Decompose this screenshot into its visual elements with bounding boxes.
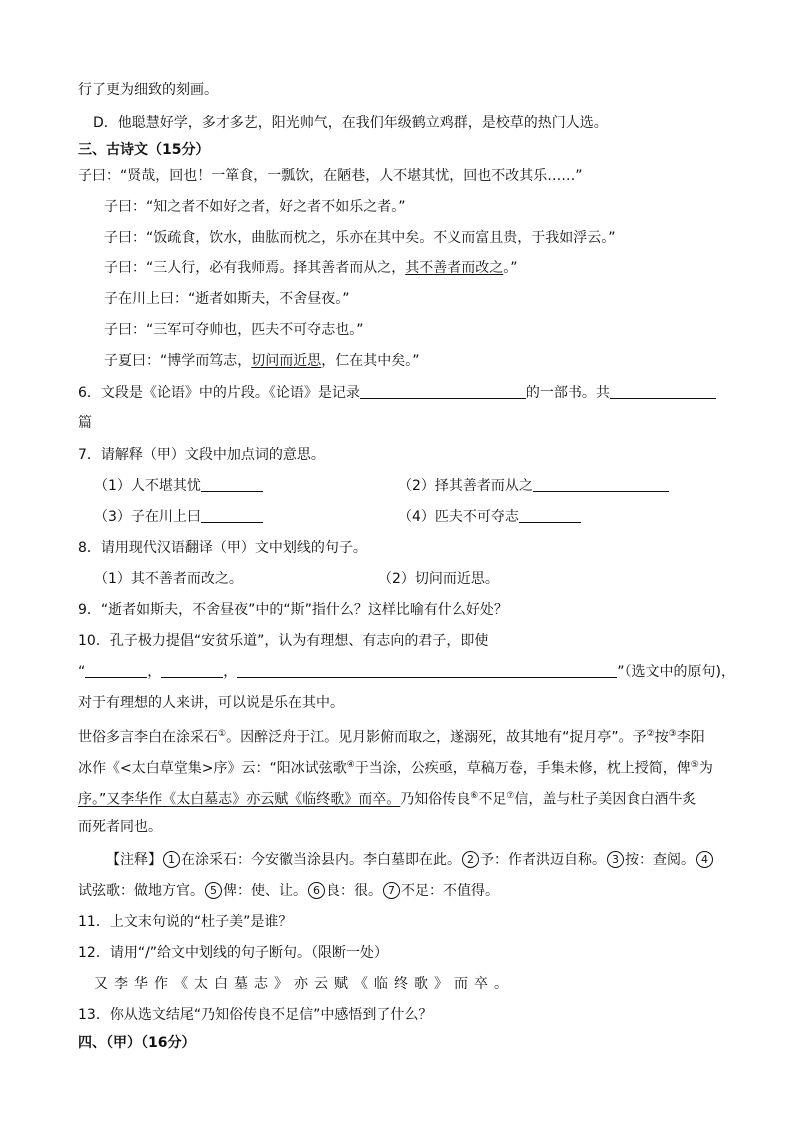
- passage-line-6: 子曰：“三军可夺帅也，匹夫不可夺志也。”: [104, 322, 364, 338]
- question-12-stem: 12．请用“/”给文中划线的句子断句。（限断一处）: [78, 945, 389, 961]
- prev-text-line: 行了更为细致的刻画。: [78, 82, 218, 98]
- q7-item-4: （4）匹夫不可夺志: [398, 507, 581, 527]
- answer-blank[interactable]: [201, 477, 263, 492]
- answer-blank[interactable]: [201, 508, 263, 523]
- answer-blank[interactable]: [533, 477, 669, 492]
- notes-line-2: 试弦歌：做地方官。 5 俾：使、让。 6 良：很。 7 不足：不值得。: [78, 883, 499, 899]
- passage-line-2: 子曰：“知之者不如好之者，好之者不如乐之者。”: [104, 199, 406, 215]
- question-10-cont: 对于有理想的人来讲，可以说是乐在其中。: [78, 695, 344, 711]
- answer-blank[interactable]: [85, 663, 147, 678]
- passage-line-3: 子曰：“饭疏食，饮水，曲肱而枕之，乐亦在其中矣。不义而富且贵，于我如浮云。”: [104, 230, 616, 246]
- option-d: D．他聪慧好学，多才多艺，阳光帅气，在我们年级鹤立鸡群，是校草的热门人选。: [93, 115, 608, 131]
- q7-item-2: （2）择其善者而从之: [398, 476, 669, 496]
- question-6: 6．文段是《论语》中的片段。《论语》是记录 的一部书。共: [78, 383, 716, 403]
- answer-blank[interactable]: [237, 663, 617, 678]
- passage2-line-2: 冰作《<太白草堂集>序》云：“阳冰试弦歌④于当涂，公疾亟，草稿万卷，手集未修，枕上授简，俾⑤为: [78, 760, 713, 777]
- answer-blank[interactable]: [360, 384, 526, 399]
- section-4-heading: 四、（甲）（16分）: [78, 1035, 196, 1051]
- passage2-line-3: 序。”又李华作《太白墓志》亦云赋《临终歌》而卒。乃知俗传良⑥不足⑦信，盖与杜子美因食白酒牛炙: [78, 791, 697, 808]
- q7-item-3: （3）子在川上曰: [94, 507, 263, 527]
- notes-line-1: 【注释】 1 在涂采石：今安徽当涂县内。李白墓即在此。 2 予：作者洪迈自称。 3 按：查阅。 4: [106, 850, 714, 870]
- section-3-heading: 三、古诗文（15分）: [78, 142, 210, 158]
- underlined-sentence-3: 序。”又李华作《太白墓志》亦云赋《临终歌》而卒。: [78, 791, 401, 808]
- passage-line-1: 子曰：“贤哉，回也！一箪食，一瓢饮，在陋巷，人不堪其忧，回也不改其乐……”: [78, 168, 583, 184]
- answer-blank[interactable]: [519, 508, 581, 523]
- passage-line-4: 子曰：“三人行，必有我师焉。择其善者而从之，其不善者而改之。”: [104, 260, 518, 276]
- question-9: 9．“逝者如斯夫，不舍昼夜”中的“斯”指什么？这样比喻有什么好处？: [78, 602, 508, 618]
- question-8-stem: 8．请用现代汉语翻译（甲）文中划线的句子。: [78, 540, 367, 556]
- q8-item-2: （2）切问而近思。: [378, 571, 499, 587]
- question-10-blanks: “ ， ， ”（选文中的原句)，: [78, 664, 735, 680]
- question-6-cont: 篇: [78, 415, 92, 431]
- answer-blank[interactable]: [610, 384, 716, 399]
- underlined-sentence-1: 其不善者而改之: [405, 260, 504, 276]
- question-10: 10．孔子极力提倡“安贫乐道”，认为有理想、有志向的君子，即使: [78, 633, 489, 649]
- question-13: 13．你从选文结尾“乃知俗传良不足信”中感悟到了什么？: [78, 1007, 433, 1023]
- question-7-stem: 7．请解释（甲）文段中加点词的意思。: [78, 447, 325, 463]
- question-11: 11．上文末句说的“杜子美”是谁？: [78, 914, 293, 930]
- question-12-sentence: 又李华作《太白墓志》亦云赋《临终歌》而卒。: [94, 976, 514, 992]
- answer-blank[interactable]: [161, 663, 223, 678]
- passage2-line-1: 世俗多言李白在涂采石①。因醉泛舟于江。见月影俯而取之，遂溺死，故其地有“捉月亭”。予②按③李阳: [78, 729, 705, 746]
- passage2-line-4: 而死者同也。: [78, 819, 162, 835]
- q8-item-1: （1）其不善者而改之。: [94, 571, 243, 587]
- underlined-sentence-2: 切问而近思: [251, 353, 322, 369]
- passage-line-7: 子夏曰：“博学而笃志，切问而近思，仁在其中矣。”: [104, 353, 420, 369]
- passage-line-5: 子在川上曰：“逝者如斯夫，不舍昼夜。”: [104, 291, 350, 307]
- q7-item-1: （1）人不堪其忧: [94, 476, 263, 496]
